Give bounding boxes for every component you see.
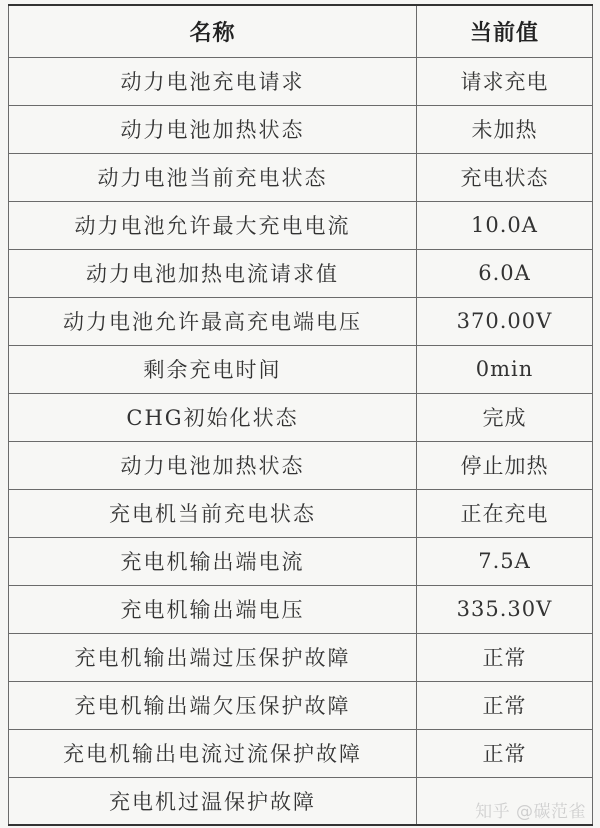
row-name: 动力电池加热电流请求值 — [9, 249, 417, 297]
header-row — [9, 5, 593, 57]
row-name: CHG初始化状态 — [9, 393, 417, 441]
row-name: 动力电池允许最大充电电流 — [9, 201, 417, 249]
row-value: 正常 — [417, 633, 593, 681]
row-value: 完成 — [417, 393, 593, 441]
row-value: 停止加热 — [417, 441, 593, 489]
row-name: 充电机当前充电状态 — [9, 489, 417, 537]
table-row — [9, 393, 593, 441]
row-value: 正常 — [417, 729, 593, 777]
table-row — [9, 297, 593, 345]
row-name: 充电机过温保护故障 — [9, 777, 417, 825]
watermark: 知乎 @碳范雀 — [475, 802, 586, 822]
row-name: 剩余充电时间 — [9, 345, 417, 393]
table-row — [9, 345, 593, 393]
table-row — [9, 585, 593, 633]
table-row — [9, 105, 593, 153]
row-name: 充电机输出端过压保护故障 — [9, 633, 417, 681]
row-name: 充电机输出电流过流保护故障 — [9, 729, 417, 777]
table-row — [9, 537, 593, 585]
row-value: 335.30V — [417, 585, 593, 633]
row-value: 370.00V — [417, 297, 593, 345]
row-name: 动力电池允许最高充电端电压 — [9, 297, 417, 345]
header-name: 名称 — [9, 5, 417, 57]
header-current-value: 当前值 — [417, 5, 593, 57]
table-row — [9, 489, 593, 537]
table-row — [9, 729, 593, 777]
row-value: 未加热 — [417, 105, 593, 153]
charging-status-table — [8, 4, 593, 826]
row-value: 请求充电 — [417, 57, 593, 105]
row-name: 充电机输出端电流 — [9, 537, 417, 585]
row-value: 正常 — [417, 681, 593, 729]
row-name: 充电机输出端电压 — [9, 585, 417, 633]
row-name: 动力电池当前充电状态 — [9, 153, 417, 201]
row-name: 充电机输出端欠压保护故障 — [9, 681, 417, 729]
row-name: 动力电池加热状态 — [9, 105, 417, 153]
row-value: 10.0A — [417, 201, 593, 249]
table-row — [9, 249, 593, 297]
table-row — [9, 57, 593, 105]
table-row — [9, 153, 593, 201]
row-value: 6.0A — [417, 249, 593, 297]
row-value: 0min — [417, 345, 593, 393]
row-value: 7.5A — [417, 537, 593, 585]
table-row — [9, 441, 593, 489]
row-name: 动力电池充电请求 — [9, 57, 417, 105]
row-value: 充电状态 — [417, 153, 593, 201]
table-row — [9, 633, 593, 681]
row-value: 正在充电 — [417, 489, 593, 537]
table-row — [9, 681, 593, 729]
row-name: 动力电池加热状态 — [9, 441, 417, 489]
table-row — [9, 201, 593, 249]
